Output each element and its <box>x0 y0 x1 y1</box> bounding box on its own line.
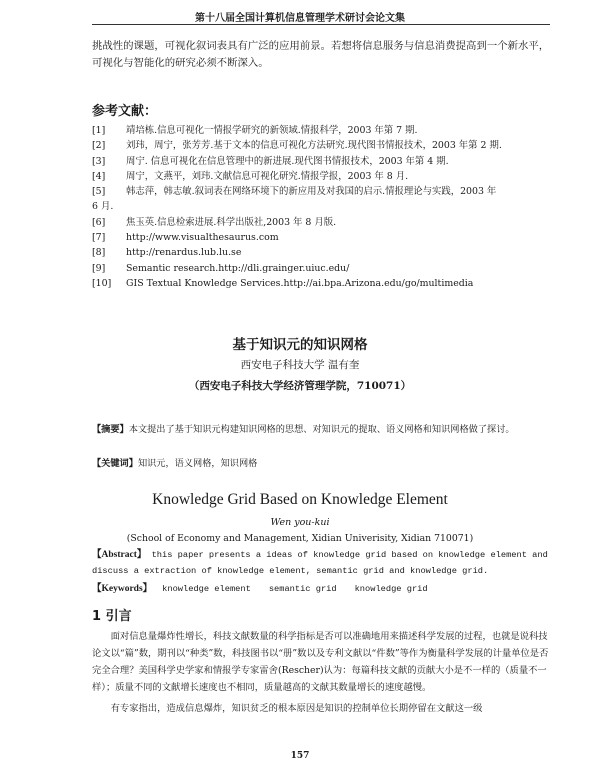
reference-item <box>92 123 554 138</box>
reference-url[interactable]: GIS Textual Knowledge Services.http://ai.bpa.Arizona.edu/go/multimedia <box>126 277 474 289</box>
affiliation-english: (School of Economy and Management, Xidian Univerisity, Xidian 710071) <box>126 533 474 544</box>
reference-item <box>92 215 554 230</box>
body-paragraph: 面对信息量爆炸性增长，科技文献数量的科学指标是否可以准确地用来描述科学发展的过程，也就是说科技论文以“篇”数，期刊以“种类”数，科技图书以“册”数以及专利文献以“件数”等作为衡量科学发展的计量单位是否完全合理？美国科学史学家和情报学专家雷舍(Rescher)认为：每篇科技文献的贡献大小是不一样的（质量不一样）；质量不同的文献增长速度也不相同，质量越高的文献其数量增长的速度越慢。 <box>92 631 549 693</box>
abstract-english <box>92 548 554 579</box>
references-heading: 参考文献： <box>92 104 158 119</box>
author-chinese: 西安电子科技大学 温有奎 <box>240 359 360 371</box>
reference-text: 刘玮，周宁，张芳芳.基于文本的信息可视化方法研究.现代图书情报技术，2003 年第 2 期. <box>126 140 502 152</box>
page-number: 157 <box>290 751 310 761</box>
reference-number: [5] <box>92 186 106 198</box>
keyword-item: knowledge element <box>162 584 251 594</box>
abstract-english-label: 【Abstract】 <box>92 550 147 560</box>
reference-item <box>92 245 554 260</box>
reference-text: 周宁. 信息可视化在信息管理中的新进展.现代图书情报技术，2003 年第 4 期. <box>126 155 449 167</box>
previous-article-closing-paragraph: 挑战性的课题，可视化叙词表具有广泛的应用前景。若想将信息服务与信息消费提高到一个新水平，可视化与智能化的研究必须不断深入。 <box>92 40 550 69</box>
body-paragraph: 有专家指出，造成信息爆炸，知识贫乏的根本原因是知识的控制单位长期停留在文献这一级 <box>110 703 483 714</box>
keywords-english <box>92 580 436 594</box>
keyword-item: knowledge grid <box>354 584 428 594</box>
reference-item <box>92 169 554 184</box>
section-heading-introduction: 1 引言 <box>92 609 132 624</box>
reference-item <box>92 154 554 169</box>
affiliation-chinese: （西安电子科技大学经济管理学院，710071） <box>188 380 412 392</box>
reference-item <box>92 276 554 291</box>
keywords-english-label: 【Keywords】 <box>92 584 153 594</box>
article-title-chinese: 基于知识元的知识网格 <box>232 337 368 353</box>
keyword-item: semantic grid <box>268 584 337 594</box>
abstract-chinese-text: 本文提出了基于知识元构建知识网格的思想、对知识元的提取、语义网格和知识网格做了探讨。 <box>128 424 515 435</box>
reference-item <box>92 230 554 245</box>
reference-item <box>92 184 554 215</box>
section-body <box>92 628 552 717</box>
references-list <box>92 123 554 291</box>
reference-item <box>92 261 554 276</box>
reference-number: [8] <box>92 247 106 259</box>
reference-number: [6] <box>92 216 106 228</box>
keywords-chinese-label: 【关键词】 <box>92 458 138 469</box>
reference-number: [9] <box>92 262 106 274</box>
reference-number: [2] <box>92 140 106 152</box>
keywords-chinese <box>92 455 257 469</box>
running-header: 第十八届全国计算机信息管理学术研讨会论文集 <box>195 13 405 24</box>
reference-text: 焦玉英.信息检索进展.科学出版社,2003 年 8 月版. <box>126 216 337 228</box>
abstract-chinese <box>92 422 550 438</box>
keywords-chinese-text: 知识元，语义网格，知识网格 <box>137 458 258 469</box>
author-english: Wen you-kui <box>270 517 330 528</box>
reference-url[interactable]: http://renardus.lub.lu.se <box>126 247 242 259</box>
reference-text: 靖培栋.信息可视化一情报学研究的新领域.情报科学，2003 年第 7 期. <box>126 125 418 136</box>
reference-item <box>92 138 554 153</box>
reference-text: 周宁，文燕平，刘玮.文献信息可视化研究.情报学报，2003 年 8 月. <box>126 170 409 182</box>
reference-number: [3] <box>92 155 106 167</box>
reference-number: [10] <box>92 277 112 289</box>
reference-number: [7] <box>92 232 106 244</box>
abstract-chinese-label: 【摘要】 <box>92 424 129 435</box>
reference-text-continued: 6 月. <box>92 201 114 213</box>
reference-number: [1] <box>92 125 106 136</box>
abstract-english-text: this paper presents a ideas of knowledge grid based on knowledge element and discuss a extraction of knowledge element, semantic grid and knowledge grid. <box>92 550 548 576</box>
article-title-english: Knowledge Grid Based on Knowledge Element <box>152 491 448 508</box>
header-rule <box>92 24 550 25</box>
reference-text: 韩志萍，韩志敏.叙词表在网络环境下的新应用及对我国的启示.情报理论与实践，2003 年 <box>126 186 497 198</box>
reference-url[interactable]: http://www.visualthesaurus.com <box>126 232 279 244</box>
reference-number: [4] <box>92 170 106 182</box>
reference-url[interactable]: Semantic research.http://dli.grainger.uiuc.edu/ <box>126 262 350 274</box>
